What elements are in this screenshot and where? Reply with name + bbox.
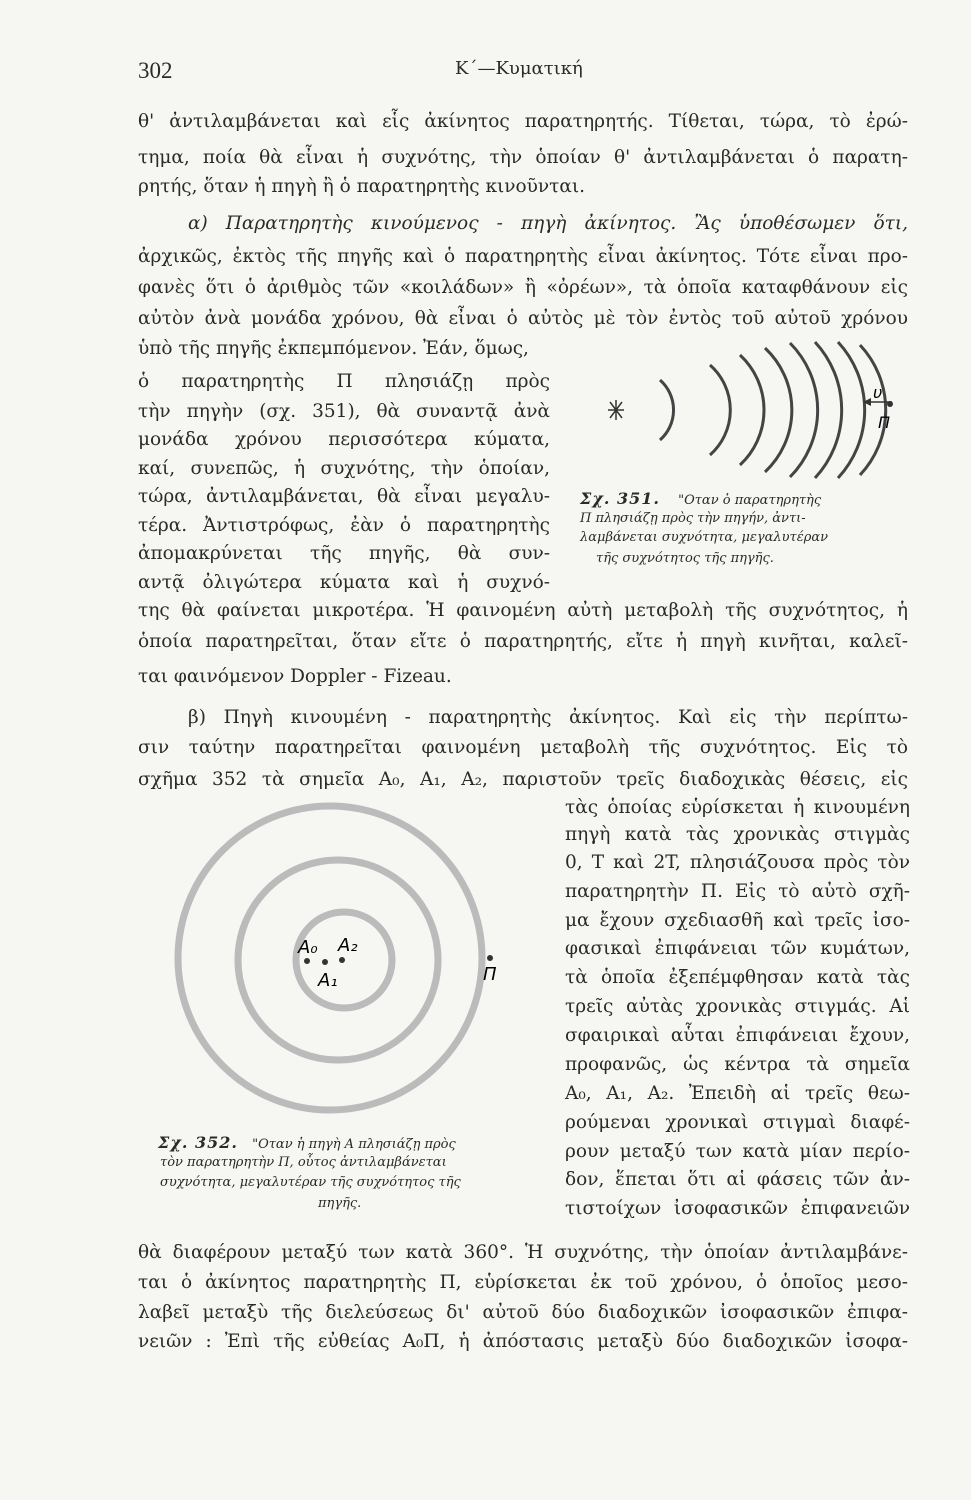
text-line: δον, ἕπεται ὅτι αἱ φάσεις τῶν ἀν-: [565, 1169, 910, 1190]
running-header: Κ΄—Κυματική: [455, 58, 583, 79]
label-a0: A₀: [298, 937, 318, 958]
section-heading-b: β) Πηγὴ κινουμένη - παρατηρητὴς ἀκίνητος. Καὶ εἰς τὴν περίπτω-: [188, 707, 908, 728]
text-line: θὰ διαφέρουν μεταξύ των κατὰ 360°. Ἡ συχνότης, τὴν ὁποίαν ἀντιλαμβάνε-: [138, 1242, 908, 1263]
figure-351-diagram: [580, 340, 910, 480]
text-line: ται φαινόμενον Doppler - Fizeau.: [138, 666, 452, 687]
figure-351-caption: [580, 490, 821, 510]
text-line: ται ὁ ἀκίνητος παρατηρητὴς Π, εὑρίσκεται ἐκ τοῦ χρόνου, ὁ ὁποῖος μεσο-: [138, 1272, 908, 1293]
wavefront-arc: [660, 380, 674, 440]
figure-352-caption: [158, 1134, 456, 1154]
text-line: ὁποία παρατηρεῖται, ὅταν εἴτε ὁ παρατηρητής, εἴτε ἡ πηγὴ κινῆται, καλεῖ-: [138, 631, 908, 652]
text-line: φανὲς ὅτι ὁ ἀριθμὸς τῶν «κοιλάδων» ἢ «ὀρέων», τὰ ὁποῖα καταφθάνουν εἰς: [138, 277, 908, 298]
caption-line: "Οταν ἡ πηγὴ A πλησιάζῃ πρὸς: [252, 1137, 456, 1152]
section-heading-a: α) Παρατηρητὴς κινούμενος - πηγὴ ἀκίνητος. Ἂς ὑποθέσωμεν ὅτι,: [188, 213, 908, 234]
caption-line: πηγῆς.: [318, 1196, 362, 1211]
caption-label: Σχ. 351.: [580, 489, 660, 508]
point-a1: [322, 959, 328, 965]
source-star-icon: [608, 400, 624, 420]
caption-line: "Οταν ὁ παρατηρητὴς: [678, 493, 822, 508]
caption-line: Π πλησιάζῃ πρὸς τὴν πηγήν, ἀντι-: [580, 511, 806, 526]
text-line: φασικαὶ ἐπιφάνειαι τῶν κυμάτων,: [565, 938, 910, 959]
text-line: τὰς ὁποίας εὑρίσκεται ἡ κινουμένη: [565, 797, 910, 818]
page-number: 302: [138, 58, 173, 83]
text-line: ρητής, ὅταν ἡ πηγὴ ἢ ὁ παρατηρητὴς κινοῦνται.: [138, 176, 586, 197]
text-line: 0, T καὶ 2T, πλησιάζουσα πρὸς τὸν: [565, 852, 910, 873]
text-line: τέρα. Ἀντιστρόφως, ἐὰν ὁ παρατηρητὴς: [138, 515, 550, 536]
text-line: πηγὴ κατὰ τὰς χρονικὰς στιγμὰς: [565, 824, 910, 845]
point-a0: [304, 958, 310, 964]
text-line: ἀρχικῶς, ἐκτὸς τῆς πηγῆς καὶ ὁ παρατηρητὴς εἶναι ἀκίνητος. Τότε εἶναι προ-: [138, 246, 908, 267]
text-line: της θὰ φαίνεται μικροτέρα. Ἡ φαινομένη αὐτὴ μεταβολὴ τῆς συχνότητος, ἡ: [138, 600, 908, 621]
wavefront-arc: [710, 365, 730, 455]
label-a1: A₁: [318, 970, 338, 991]
text-line: αὐτὸν ἀνὰ μονάδα χρόνου, θὰ εἶναι ὁ αὐτὸς μὲ τὸν ἐντὸς τοῦ αὐτοῦ χρόνου: [138, 308, 908, 329]
observer-label: Π: [483, 964, 497, 985]
text-line: ρουν μεταξύ των κατὰ μίαν περίο-: [565, 1141, 910, 1162]
text-line: ἀπομακρύνεται τῆς πηγῆς, θὰ συν-: [138, 543, 550, 564]
text-line: τὰ ὁποῖα ἐξεπέμφθησαν κατὰ τὰς: [565, 967, 910, 988]
text-line: μα ἔχουν σχεδιασθῆ καὶ τρεῖς ἰσο-: [565, 910, 910, 931]
text-line: λαβεῖ μεταξὺ τῆς διελεύσεως δι' αὐτοῦ δύο διαδοχικῶν ἰσοφασικῶν ἐπιφα-: [138, 1302, 908, 1323]
text-line: τώρα, ἀντιλαμβάνεται, θὰ εἶναι μεγαλυ-: [138, 486, 550, 507]
text-line: ρούμεναι χρονικαὶ στιγμαὶ διαφέ-: [565, 1112, 910, 1133]
text-line: σχῆμα 352 τὰ σημεῖα A₀, A₁, A₂, παριστοῦν τρεῖς διαδοχικὰς θέσεις, εἰς: [138, 769, 908, 790]
text-line: τὴν πηγὴν (σχ. 351), θὰ συναντᾷ ἀνὰ: [138, 401, 550, 422]
observer-dot: [887, 401, 893, 407]
text-line: θ' ἀντιλαμβάνεται καὶ εἷς ἀκίνητος παρατηρητής. Τίθεται, τώρα, τὸ ἐρώ-: [138, 111, 908, 132]
text-line: παρατηρητὴν Π. Εἰς τὸ αὐτὸ σχῆ-: [565, 881, 910, 902]
text-line: μονάδα χρόνου περισσότερα κύματα,: [138, 429, 550, 450]
text-line: αντᾷ ὀλιγώτερα κύματα καὶ ἡ συχνό-: [138, 572, 550, 593]
caption-line: λαμβάνεται συχνότητα, μεγαλυτέραν: [580, 530, 829, 545]
observer-dot: [487, 955, 493, 961]
text-line: σιν ταύτην παρατηρεῖται φαινομένη μεταβολὴ τῆς συχνότητος. Εἰς τὸ: [138, 737, 908, 758]
text-line: ὁ παρατηρητὴς Π πλησιάζῃ πρὸς: [138, 371, 550, 392]
point-a2: [339, 957, 345, 963]
wavefront-arc: [790, 343, 818, 477]
text-line: τιστοίχων ἰσοφασικῶν ἐπιφανειῶν: [565, 1198, 910, 1219]
text-line: καί, συνεπῶς, ἡ συχνότης, τὴν ὁποίαν,: [138, 458, 550, 479]
text-line: τρεῖς αὐτὰς χρονικὰς στιγμάς. Αἱ: [565, 996, 910, 1017]
caption-line: συχνότητα, μεγαλυτέραν τῆς συχνότητος τῆς: [160, 1175, 461, 1190]
text-line: σφαιρικαὶ αὗται ἐπιφάνειαι ἔχουν,: [565, 1025, 910, 1046]
text-line: ὑπὸ τῆς πηγῆς ἐκπεμπόμενον. Ἐάν, ὅμως,: [138, 338, 529, 359]
label-a2: A₂: [338, 935, 358, 956]
text-line: νειῶν : Ἐπὶ τῆς εὐθείας A₀Π, ἡ ἀπόστασις μεταξὺ δύο διαδοχικῶν ἰσοφα-: [138, 1331, 908, 1352]
caption-line: τὸν παρατηρητὴν Π, οὗτος ἀντιλαμβάνεται: [160, 1155, 447, 1170]
caption-label: Σχ. 352.: [158, 1133, 238, 1152]
wavefront-arc: [765, 348, 792, 472]
text-line: τημα, ποία θὰ εἶναι ἡ συχνότης, τὴν ὁποίαν θ' ἀντιλαμβάνεται ὁ παρατη-: [138, 147, 908, 168]
wavefront-arc: [740, 355, 764, 465]
text-line: προφανῶς, ὡς κέντρα τὰ σημεῖα: [565, 1054, 910, 1075]
text-line: A₀, A₁, A₂. Ἐπειδὴ αἱ τρεῖς θεω-: [565, 1083, 910, 1104]
figure-352-diagram: [140, 790, 530, 1130]
caption-line: τῆς συχνότητος τῆς πηγῆς.: [596, 551, 774, 566]
velocity-label: υ: [873, 383, 883, 402]
observer-label: Π: [878, 413, 891, 432]
wavefront-circle-a1: [238, 860, 438, 1060]
